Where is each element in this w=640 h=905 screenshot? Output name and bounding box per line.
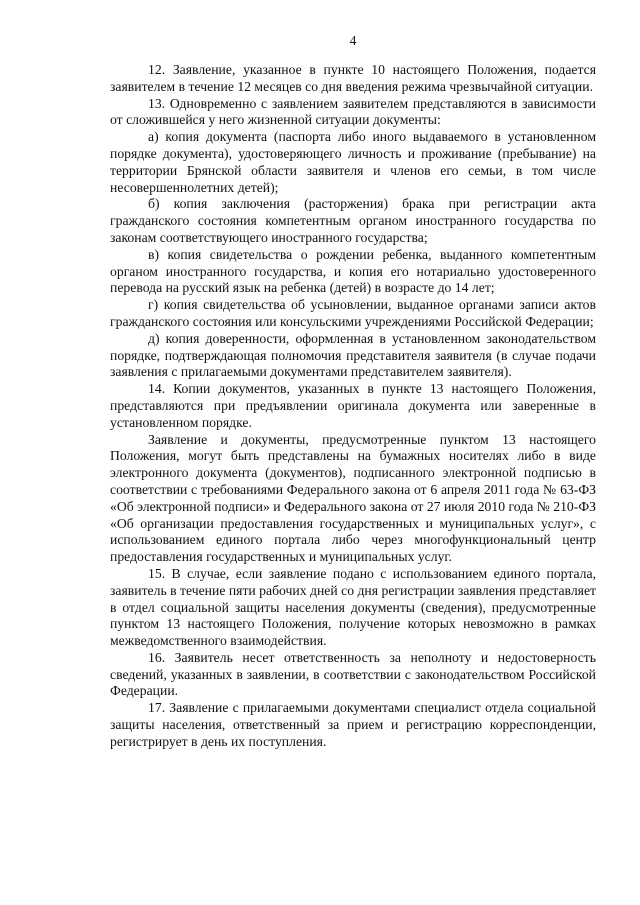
paragraph-17: 17. Заявление с прилагаемыми документами специалист отдела социальной защиты населения, ответственный за прием и регистрацию корреспонденции, регистрирует в день их поступления. — [110, 700, 596, 749]
paragraph-13-v: в) копия свидетельства о рождении ребенка, выданного компетентным органом иностранного государства, и копия его нотариально удостоверенного перевода на русский язык на ребенка (детей) в возрасте до 14 лет; — [110, 246, 596, 296]
paragraph-14-continued: Заявление и документы, предусмотренные пунктом 13 настоящего Положения, могут быть представлены на бумажных носителях либо в виде электронного документа (документов), подписанного электронной подписью в соответствии с требованиями Федерального закона от 6 апреля 2011 года № 63-ФЗ «Об электронной подписи» и Федерального закона от 27 июля 2010 года № 210-ФЗ «Об организации предоставления государственных и муниципальных услуг», с использованием единого портала либо через многофункциональный центр предоставления государственных и муниципальных услуг. — [110, 431, 596, 565]
paragraph-16: 16. Заявитель несет ответственность за неполноту и недостоверность сведений, указанных в заявлении, в соответствии с законодательством Российской Федерации. — [110, 649, 596, 699]
paragraph-13-g: г) копия свидетельства об усыновлении, выданное органами записи актов гражданского состояния или консульскими учреждениями Российской Федерации; — [110, 297, 596, 329]
paragraph-13-b: б) копия заключения (расторжения) брака при регистрации акта гражданского состояния компетентным органом иностранного государства по законам соответствующего иностранного государства; — [110, 196, 596, 245]
paragraph-15: 15. В случае, если заявление подано с использованием единого портала, заявитель в течение пяти рабочих дней со дня регистрации заявления представляет в отдел социальной защиты населения документы (сведения), предусмотренные пунктом 13 настоящего Положения, получение которых невозможно в рамках межведомственного взаимодействия. — [110, 565, 596, 649]
paragraph-13-a: а) копия документа (паспорта либо иного выдаваемого в установленном порядке документа), удостоверяющего личность и проживание (пребывание) на территории Брянской области заявителя и членов его семьи, в том числе несовершеннолетних детей); — [110, 129, 596, 195]
paragraph-13: 13. Одновременно с заявлением заявителем представляются в зависимости от сложившейся у него жизненной ситуации документы: — [110, 95, 596, 128]
paragraph-14: 14. Копии документов, указанных в пункте 13 настоящего Положения, представляются при предъявлении оригинала документа или заверенные в установленном порядке. — [110, 381, 596, 430]
page-number: 4 — [349, 33, 357, 48]
paragraph-12: 12. Заявление, указанное в пункте 10 настоящего Положения, подается заявителем в течение 12 месяцев со дня введения режима чрезвычайной ситуации. — [110, 62, 596, 94]
paragraph-13-d: д) копия доверенности, оформленная в установленном законодательством порядке, подтверждающая полномочия представителя заявителя (в случае подачи заявления с прилагаемыми документами представителем заявителя). — [110, 330, 596, 380]
